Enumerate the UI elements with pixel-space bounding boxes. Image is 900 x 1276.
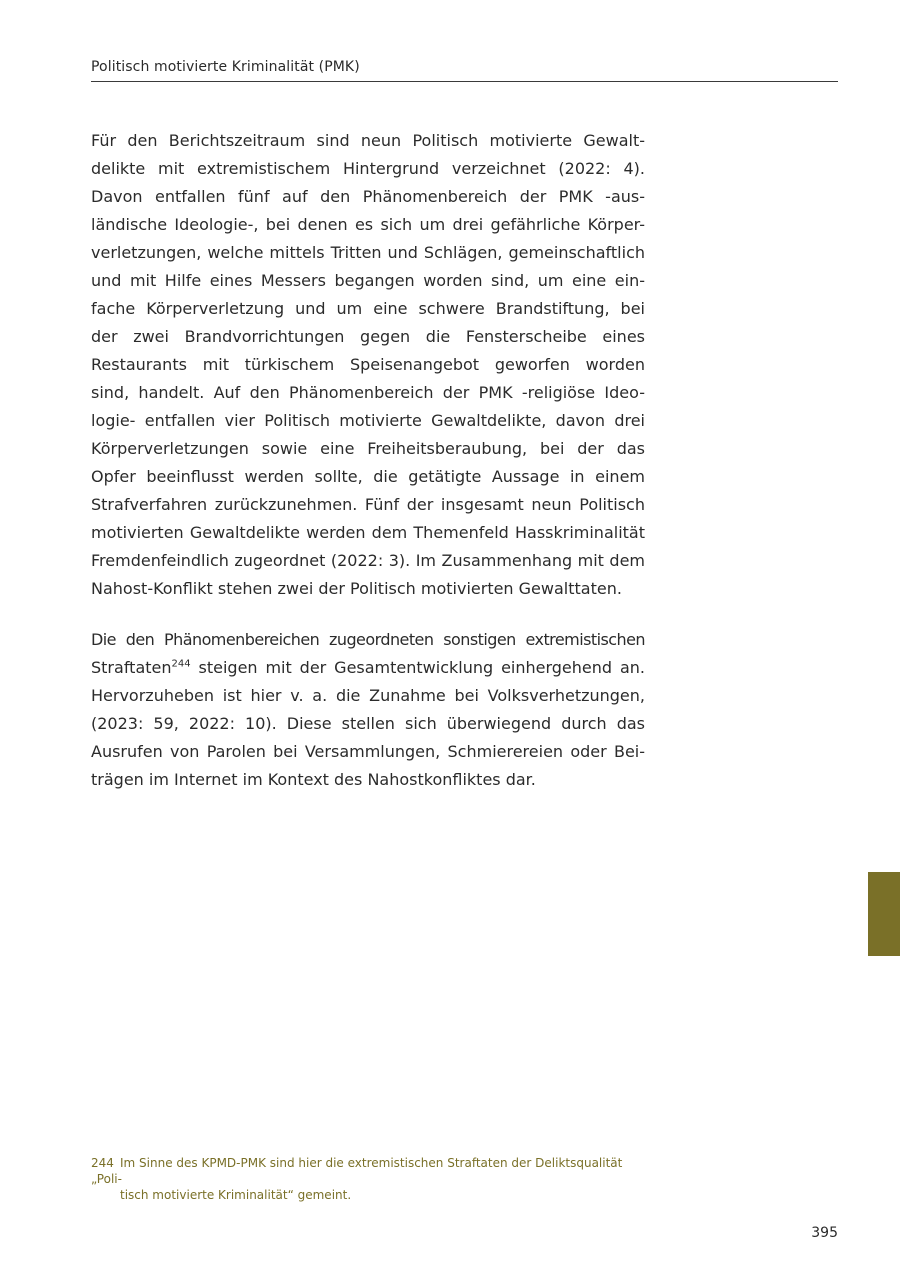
- page-number: 395: [811, 1225, 838, 1241]
- paragraph-violent-offences: [91, 127, 645, 603]
- text-line: Nahost-Konflikt stehen zwei der Politisch motivierten Gewalttaten.: [91, 579, 622, 598]
- footnote-text-line: tisch motivierte Kriminalität“ gemeint.: [120, 1188, 352, 1202]
- text-line: Davon entfallen fünf auf den Phänomenbereich der PMK -aus-: [91, 187, 645, 206]
- footnote: [91, 1155, 651, 1203]
- text-line: verletzungen, welche mittels Tritten und Schlägen, gemeinschaftlich: [91, 243, 645, 262]
- footnote-text-line: Im Sinne des KPMD-PMK sind hier die extremistischen Straftaten der Deliktsqualität „Poli-: [91, 1156, 623, 1186]
- text-line: und mit Hilfe eines Messers begangen worden sind, um eine ein-: [91, 271, 645, 290]
- text-fragment: steigen mit der Gesamtentwicklung einhergehend an.: [190, 658, 645, 677]
- text-line: Opfer beeinflusst werden sollte, die getätigte Aussage in einem: [91, 467, 645, 486]
- chapter-tab-marker: [868, 872, 900, 956]
- text-line: (2023: 59, 2022: 10). Diese stellen sich überwiegend durch das: [91, 714, 645, 733]
- text-line: der zwei Brandvorrichtungen gegen die Fensterscheibe eines: [91, 327, 645, 346]
- text-line: delikte mit extremistischem Hintergrund verzeichnet (2022: 4).: [91, 159, 645, 178]
- footnote-reference[interactable]: 244: [171, 658, 191, 670]
- text-line: trägen im Internet im Kontext des Nahostkonfliktes dar.: [91, 770, 536, 789]
- paragraph-other-offences: [91, 626, 645, 794]
- text-line: Restaurants mit türkischem Speisenangebot geworfen worden: [91, 355, 645, 374]
- text-line-with-footnote-ref: [91, 654, 645, 682]
- footnote-number: 244: [91, 1156, 114, 1170]
- text-line: Die den Phänomenbereichen zugeordneten sonstigen extremistischen: [91, 630, 645, 649]
- text-line: Für den Berichtszeitraum sind neun Politisch motivierte Gewalt-: [91, 131, 645, 150]
- text-line: Hervorzuheben ist hier v. a. die Zunahme bei Volksverhetzungen,: [91, 686, 645, 705]
- text-fragment: Straftaten: [91, 658, 172, 677]
- text-line: Fremdenfeindlich zugeordnet (2022: 3). Im Zusammenhang mit dem: [91, 551, 645, 570]
- text-line: sind, handelt. Auf den Phänomenbereich der PMK -religiöse Ideo-: [91, 383, 645, 402]
- text-line: logie- entfallen vier Politisch motivierte Gewaltdelikte, davon drei: [91, 411, 645, 430]
- header-rule: [91, 81, 838, 82]
- text-line: Strafverfahren zurückzunehmen. Fünf der insgesamt neun Politisch: [91, 495, 645, 514]
- text-line: Körperverletzungen sowie eine Freiheitsberaubung, bei der das: [91, 439, 645, 458]
- text-line: fache Körperverletzung und um eine schwere Brandstiftung, bei: [91, 299, 645, 318]
- text-line: motivierten Gewaltdelikte werden dem Themenfeld Hasskriminalität: [91, 523, 645, 542]
- running-header: Politisch motivierte Kriminalität (PMK): [91, 59, 360, 75]
- text-line: Ausrufen von Parolen bei Versammlungen, Schmierereien oder Bei-: [91, 742, 645, 761]
- text-line: ländische Ideologie-, bei denen es sich um drei gefährliche Körper-: [91, 215, 645, 234]
